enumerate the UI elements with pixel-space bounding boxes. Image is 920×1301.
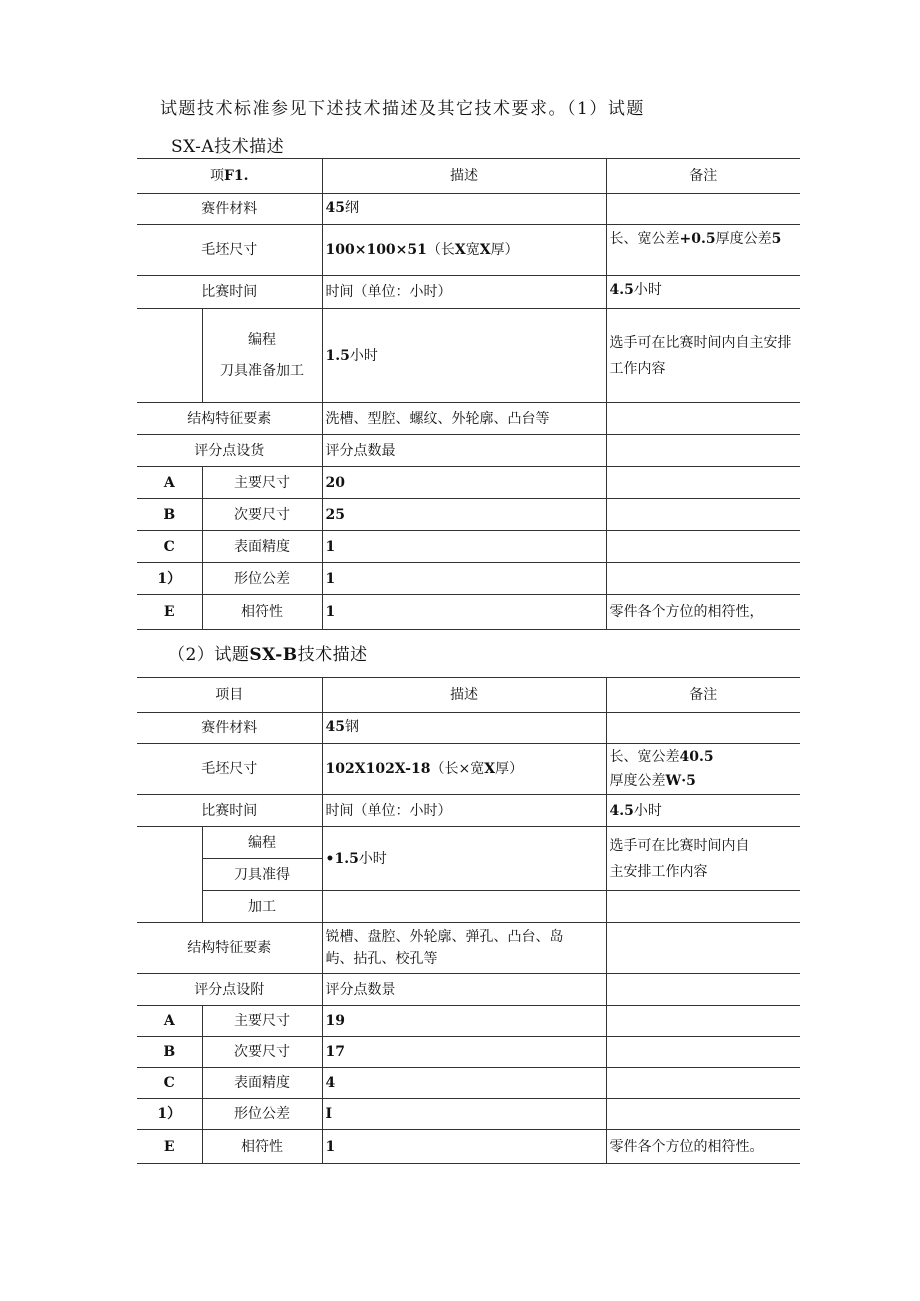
material-note <box>606 713 800 744</box>
row-value: 1 <box>322 531 606 563</box>
table-row <box>137 891 800 923</box>
time-note: 4.5小时 <box>606 795 800 827</box>
row-note <box>606 499 800 531</box>
row-note <box>606 1037 800 1068</box>
blank-label: 毛坯尺寸 <box>137 744 322 795</box>
programming-value: •1.5小时 <box>322 827 606 891</box>
row-label: 相符性 <box>202 595 322 630</box>
programming-note: 选手可在比赛时间内自主安排工作内容 <box>606 309 800 403</box>
row-value: 17 <box>322 1037 606 1068</box>
row-label: 相符性 <box>202 1130 322 1164</box>
time-note: 4.5小时 <box>606 276 800 309</box>
row-letter: C <box>137 1068 202 1099</box>
header-note: 备注 <box>606 678 800 713</box>
row-letter: A <box>137 467 202 499</box>
table-row <box>137 1037 800 1068</box>
table-row <box>137 923 800 974</box>
table-row <box>137 827 800 859</box>
table-row <box>137 563 800 595</box>
time-label: 比赛时间 <box>137 276 322 309</box>
material-note <box>606 194 800 225</box>
row-label: 次要尺寸 <box>202 499 322 531</box>
header-item: 项目 <box>137 678 322 713</box>
header-note: 备注 <box>606 159 800 194</box>
time-value: 时间（单位：小时） <box>322 795 606 827</box>
features-value: 锐槽、盘腔、外轮廓、弹孔、凸台、岛 屿、拈孔、校孔等 <box>322 923 606 974</box>
row-value: 1 <box>322 1130 606 1164</box>
row-note <box>606 531 800 563</box>
header-row <box>137 159 800 194</box>
blank-value: 100×100×51（长X宽X厚） <box>322 225 606 276</box>
features-label: 结构特征要素 <box>137 403 322 435</box>
row-label: 形位公差 <box>202 563 322 595</box>
row-value: 20 <box>322 467 606 499</box>
scoring-value: 评分点数景 <box>322 974 606 1006</box>
material-label: 赛件材料 <box>137 713 322 744</box>
features-value: 洗槽、型腔、螺纹、外轮廓、凸台等 <box>322 403 606 435</box>
table-row <box>137 595 800 630</box>
intro-line: 试题技术标准参见下述技术描述及其它技术要求。（1）试题 <box>160 99 645 119</box>
row-label: 主要尺寸 <box>202 467 322 499</box>
table-row <box>137 974 800 1006</box>
table-row <box>137 403 800 435</box>
row-note: 零件各个方位的相符性。 <box>606 1130 800 1164</box>
table-row <box>137 713 800 744</box>
header-row <box>137 678 800 713</box>
table-row <box>137 225 800 276</box>
row-letter: E <box>137 1130 202 1164</box>
row-letter: B <box>137 499 202 531</box>
header-desc: 描述 <box>322 678 606 713</box>
row-label: 表面精度 <box>202 1068 322 1099</box>
row-value: 4 <box>322 1068 606 1099</box>
row-letter: 1） <box>137 1099 202 1130</box>
programming-note: 选手可在比赛时间内自 主安排工作内容 <box>606 827 800 891</box>
row-letter: C <box>137 531 202 563</box>
table-row <box>137 531 800 563</box>
table-row <box>137 1130 800 1164</box>
row-label: 表面精度 <box>202 531 322 563</box>
blank-label: 毛坯尺寸 <box>137 225 322 276</box>
row-value: 1 <box>322 595 606 630</box>
material-label: 赛件材料 <box>137 194 322 225</box>
empty-cell <box>137 827 202 923</box>
row-label: 主要尺寸 <box>202 1006 322 1037</box>
row-letter: E <box>137 595 202 630</box>
row-note <box>606 1068 800 1099</box>
row-note <box>606 1099 800 1130</box>
programming-label: 编程 刀具准备加工 <box>202 309 322 403</box>
section-a-title <box>171 132 284 157</box>
programming-label-3: 加工 <box>202 891 322 923</box>
features-note <box>606 923 800 974</box>
row-letter: 1） <box>137 563 202 595</box>
time-label: 比赛时间 <box>137 795 322 827</box>
section-b-title: （2）试题SX-B技术描述 <box>168 645 368 665</box>
row-label: 形位公差 <box>202 1099 322 1130</box>
empty-cell <box>606 891 800 923</box>
section-a-title-text: 技术描述 <box>214 137 285 157</box>
blank-value: 102X102X-18（长×宽X厚） <box>322 744 606 795</box>
table-row <box>137 194 800 225</box>
table-row <box>137 435 800 467</box>
row-note <box>606 563 800 595</box>
time-value: 时间（单位：小时） <box>322 276 606 309</box>
features-note <box>606 403 800 435</box>
empty-cell <box>322 891 606 923</box>
scoring-value: 评分点数最 <box>322 435 606 467</box>
row-note: 零件各个方位的相符性， <box>606 595 800 630</box>
table-row <box>137 795 800 827</box>
row-letter: A <box>137 1006 202 1037</box>
material-value: 45钢 <box>322 713 606 744</box>
table-row <box>137 467 800 499</box>
spec-table-a <box>137 158 800 630</box>
row-value: I <box>322 1099 606 1130</box>
table-row <box>137 1068 800 1099</box>
blank-note: 长、宽公差40.5 厚度公差W·5 <box>606 744 800 795</box>
programming-label-1: 编程 <box>202 827 322 859</box>
table-row <box>137 499 800 531</box>
row-value: 19 <box>322 1006 606 1037</box>
table-row <box>137 276 800 309</box>
table-row <box>137 744 800 795</box>
header-desc: 描述 <box>322 159 606 194</box>
blank-note: 长、宽公差+0.5厚度公差5 <box>606 225 800 276</box>
table-row <box>137 309 800 403</box>
scoring-note <box>606 974 800 1006</box>
scoring-label: 评分点设货 <box>137 435 322 467</box>
programming-value: 1.5小时 <box>322 309 606 403</box>
spec-table-b <box>137 677 800 1164</box>
row-letter: B <box>137 1037 202 1068</box>
empty-cell <box>137 309 202 403</box>
table-row <box>137 1006 800 1037</box>
programming-label-2: 刀具准得 <box>202 859 322 891</box>
row-note <box>606 467 800 499</box>
features-label: 结构特征要素 <box>137 923 322 974</box>
scoring-label: 评分点设附 <box>137 974 322 1006</box>
scoring-note <box>606 435 800 467</box>
table-row <box>137 1099 800 1130</box>
row-value: 1 <box>322 563 606 595</box>
row-value: 25 <box>322 499 606 531</box>
header-item: 项F1. <box>137 159 322 194</box>
material-value: 45纲 <box>322 194 606 225</box>
section-a-code: SX-A <box>171 137 215 157</box>
row-label: 次要尺寸 <box>202 1037 322 1068</box>
row-note <box>606 1006 800 1037</box>
